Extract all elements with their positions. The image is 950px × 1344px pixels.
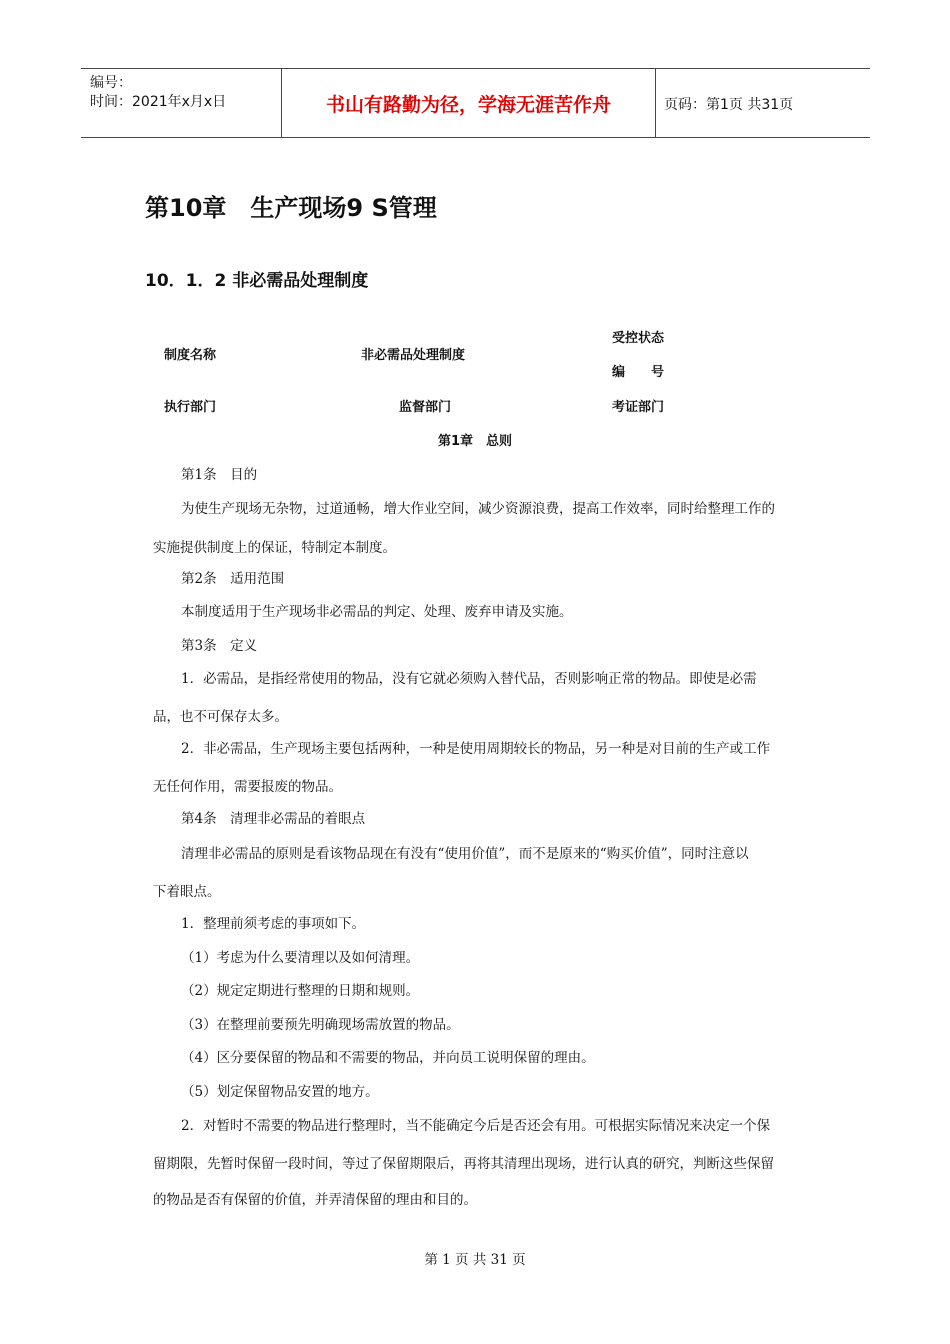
meta-exec-label: 执行部门 [164,400,217,415]
paragraph-line: 2．非必需品，生产现场主要包括两种，一种是使用周期较长的物品，另一种是对目前的生产或工作 [181,741,771,757]
list-item: （2）规定定期进行整理的日期和规则。 [181,983,420,999]
header-page-info: 页码：第1页 共31页 [664,97,794,113]
doc-date-label: 时间：2021年x月x日 [90,94,227,110]
header-info-cell [81,69,281,137]
meta-verify-label: 考证部门 [612,400,665,415]
page-footer: 第 1 页 共 31 页 [424,1252,526,1268]
article-heading: 第4条 清理非必需品的着眼点 [181,811,366,827]
list-item: （3）在整理前要预先明确现场需放置的物品。 [181,1017,460,1033]
list-item: （5）划定保留物品安置的地方。 [181,1084,379,1100]
meta-supervise-label: 监督部门 [399,400,452,415]
article-heading: 第2条 适用范围 [181,571,285,587]
paragraph-line: 无任何作用，需要报废的物品。 [153,779,342,795]
meta-control-label: 受控状态 [612,331,665,346]
meta-name-label: 制度名称 [164,348,217,363]
paragraph-line: 品，也不可保存太多。 [153,709,288,725]
paragraph-line: 的物品是否有保留的价值，并弄清保留的理由和目的。 [153,1192,477,1208]
article-heading: 第3条 定义 [181,638,258,654]
meta-number-label: 编 号 [612,365,665,380]
paragraph-line: 本制度适用于生产现场非必需品的判定、处理、废弃申请及实施。 [181,604,573,620]
paragraph-line: 为使生产现场无杂物，过道通畅，增大作业空间，减少资源浪费，提高工作效率，同时给整理工作的 [181,501,775,517]
paragraph-line: 实施提供制度上的保证，特制定本制度。 [153,540,396,556]
page-header [81,68,870,138]
article-heading: 第1条 目的 [181,467,258,483]
meta-name-value: 非必需品处理制度 [361,348,466,363]
paragraph-line: 清理非必需品的原则是看该物品现在有没有“使用价值”，而不是原来的“购买价值”，同时注意以 [181,846,749,862]
chapter-title: 第10章 生产现场9 S管理 [145,194,437,222]
section-title: 10．1．2 非必需品处理制度 [145,271,369,291]
paragraph-line: 留期限，先暂时保留一段时间，等过了保留期限后，再将其清理出现场，进行认真的研究，判断这些保留 [153,1156,774,1172]
doc-number-label: 编号： [90,75,132,91]
list-item: （1）考虑为什么要清理以及如何清理。 [181,950,420,966]
header-motto: 书山有路勤为径，学海无涯苦作舟 [281,69,656,137]
list-item: （4）区分要保留的物品和不需要的物品，并向员工说明保留的理由。 [181,1050,595,1066]
list-item: 1．整理前须考虑的事项如下。 [181,916,366,932]
paragraph-line: 1．必需品，是指经常使用的物品，没有它就必须购入替代品，否则影响正常的物品。即使是必需 [181,671,757,687]
paragraph-line: 2．对暂时不需要的物品进行整理时，当不能确定今后是否还会有用。可根据实际情况来决定一个保 [181,1118,771,1134]
paragraph-line: 下着眼点。 [153,884,221,900]
chapter1-heading: 第1章 总则 [437,434,513,449]
